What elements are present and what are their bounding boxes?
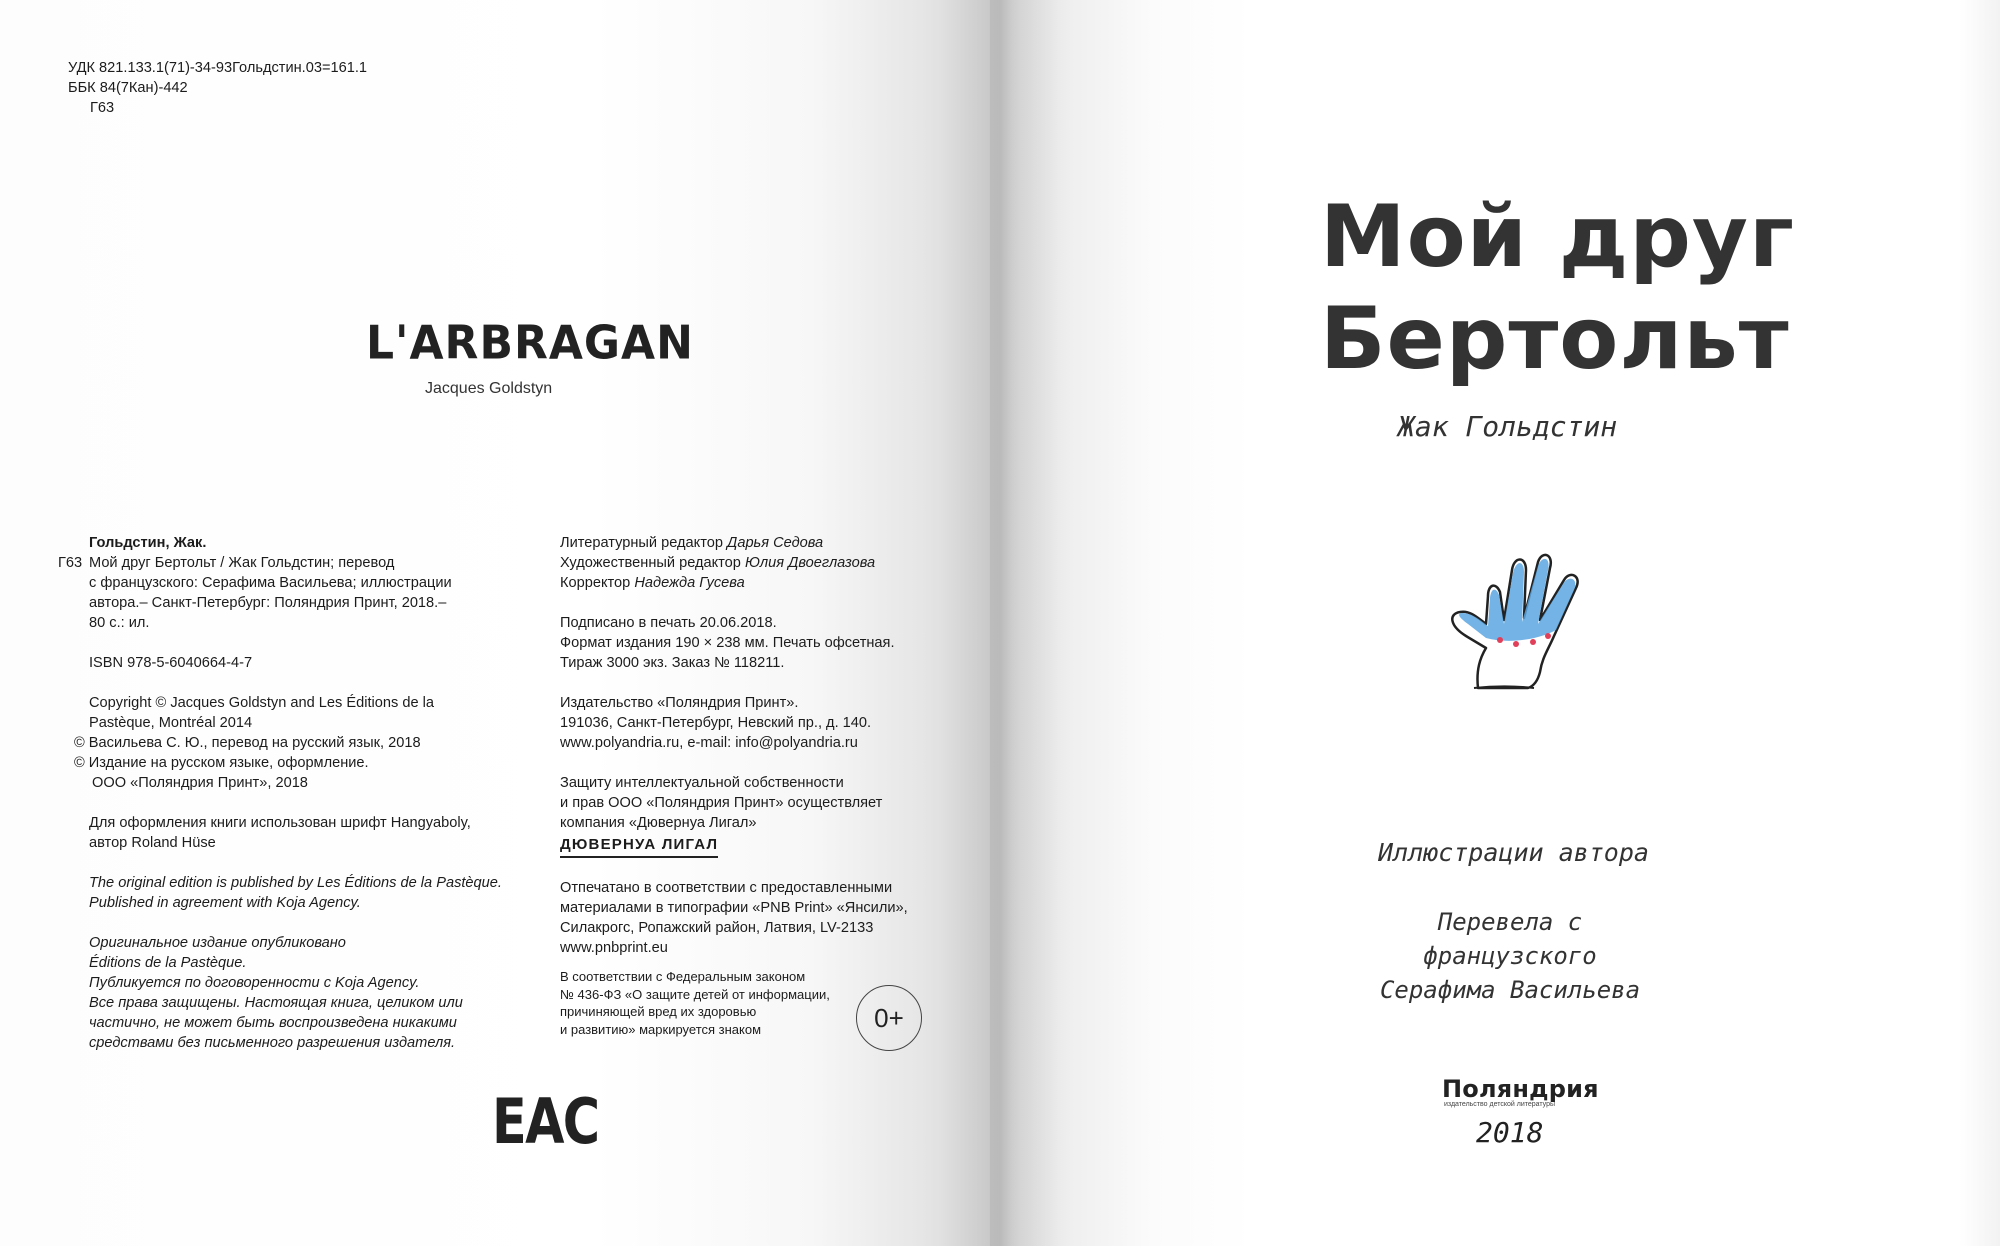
hand-drawing: [1438, 540, 1600, 702]
original-edition-note: Published in agreement with Koja Agency.: [89, 895, 361, 911]
biblio-heading: Гольдстин, Жак.: [89, 535, 207, 551]
ip-info: Защиту интеллектуальной собственности: [560, 775, 844, 791]
bbk-line: ББК 84(7Кан)-442: [68, 80, 188, 96]
age-law-line: и развитию» маркируется знаком: [560, 1021, 762, 1037]
print-info: Формат издания 190 × 238 мм. Печать офсетная.: [560, 635, 895, 651]
udk-line: УДК 821.133.1(71)-34-93Гольдстин.03=161.1: [68, 60, 367, 76]
printing-info: www.pnbprint.eu: [560, 940, 668, 956]
ip-info: и прав ООО «Поляндрия Принт» осуществляет: [560, 795, 883, 811]
translation-credit: [1360, 905, 1660, 1007]
biblio-entry-line: с французского: Серафима Васильева; иллюстрации: [89, 575, 452, 591]
ip-info: компания «Дювернуа Лигал»: [560, 815, 757, 831]
age-law-line: В соответствии с Федеральным законом: [560, 969, 806, 984]
hand-illustration: [1438, 540, 1600, 702]
lit-editor-credit: [560, 533, 940, 553]
biblio-code: Г63: [58, 555, 83, 571]
credit-name: Надежда Гусева: [634, 575, 745, 591]
print-info: Подписано в печать 20.06.2018.: [560, 615, 777, 631]
law-firm-logo: ДЮВЕРНУА ЛИГАЛ: [560, 835, 718, 858]
rights-note: Публикуется по договоренности с Koja Agency.: [89, 975, 420, 991]
art-editor-credit: [560, 553, 940, 573]
book-title: [1320, 186, 1795, 390]
bibliographic-record: [58, 533, 538, 1053]
age-rating-badge: 0+: [856, 985, 922, 1051]
printing-info: материалами в типографии «PNB Print» «Янсили»,: [560, 900, 908, 916]
publisher-tagline: издательство детской литературы: [1444, 1101, 1556, 1108]
rights-note: Оригинальное издание опубликовано: [89, 935, 346, 951]
biblio-entry-row: [58, 553, 538, 573]
author-mark: Г63: [90, 100, 115, 116]
age-law-line: № 436-ФЗ «О защите детей от информации,: [560, 986, 830, 1002]
rights-note: частично, не может быть воспроизведена никакими: [89, 1015, 457, 1031]
original-title-logo: L'ARBRAGAN: [366, 316, 694, 371]
credits-block: [560, 533, 940, 1038]
eac-mark: ЕАС: [492, 1085, 599, 1158]
corrector-credit: [560, 573, 940, 593]
print-info: Тираж 3000 экз. Заказ № 118211.: [560, 655, 785, 671]
biblio-entry-line: автора.– Санкт-Петербург: Поляндрия Принт, 2018.–: [89, 595, 447, 611]
copyright-line: ООО «Поляндрия Принт», 2018: [92, 775, 308, 791]
original-edition-note: The original edition is published by Les Éditions de la Pastèque.: [89, 875, 502, 891]
author-name: Жак Гольдстин: [1398, 410, 1618, 443]
biblio-entry-line: 80 с.: ил.: [89, 615, 150, 631]
title-line: Мой друг: [1320, 187, 1795, 287]
copyright-line: © Издание на русском языке, оформление.: [74, 755, 369, 771]
publisher-info: Издательство «Поляндрия Принт».: [560, 695, 799, 711]
credit-name: Юлия Двоеглазова: [744, 555, 876, 571]
printing-info: Силакрогс, Ропажский район, Латвия, LV-2133: [560, 920, 874, 936]
illustrations-credit: Иллюстрации автора: [1378, 838, 1649, 867]
credit-label: Художественный редактор: [560, 555, 741, 571]
title-line: Бертольт: [1320, 289, 1790, 389]
copyright-line: © Васильева С. Ю., перевод на русский язык, 2018: [74, 735, 421, 751]
left-page: [0, 0, 990, 1246]
rights-note: средствами без письменного разрешения издателя.: [89, 1035, 456, 1051]
isbn: ISBN 978-5-6040664-4-7: [89, 655, 253, 671]
rights-note: Все права защищены. Настоящая книга, целиком или: [89, 995, 463, 1011]
font-credit: автор Roland Hüse: [89, 835, 216, 851]
copyright-line: Pastèque, Montréal 2014: [89, 715, 253, 731]
publisher-info: www.polyandria.ru, e-mail: info@polyandria.ru: [560, 735, 858, 751]
age-law-line: причиняющей вред их здоровью: [560, 1004, 757, 1019]
credit-label: Корректор: [560, 575, 631, 591]
credit-label: Литературный редактор: [560, 535, 723, 551]
copyright-line: Copyright © Jacques Goldstyn and Les Éditions de la: [89, 695, 434, 711]
publication-year: 2018: [1476, 1116, 1544, 1149]
printing-info: Отпечатано в соответствии с предоставленными: [560, 880, 893, 896]
publisher-info: 191036, Санкт-Петербург, Невский пр., д. 140.: [560, 715, 872, 731]
translation-line: Перевела с французского: [1423, 908, 1597, 970]
udk-block: [68, 58, 367, 118]
gutter-shadow: [940, 0, 1060, 1246]
original-author: Jacques Goldstyn: [425, 380, 553, 397]
publisher-logo: Поляндрия: [1442, 1075, 1599, 1103]
translator-name: Серафима Васильева: [1379, 976, 1641, 1004]
font-credit: Для оформления книги использован шрифт Hangyaboly,: [89, 815, 471, 831]
credit-name: Дарья Седова: [727, 535, 824, 551]
biblio-entry-line: Мой друг Бертольт / Жак Гольдстин; перевод: [89, 555, 395, 571]
rights-note: Éditions de la Pastèque.: [89, 955, 247, 971]
